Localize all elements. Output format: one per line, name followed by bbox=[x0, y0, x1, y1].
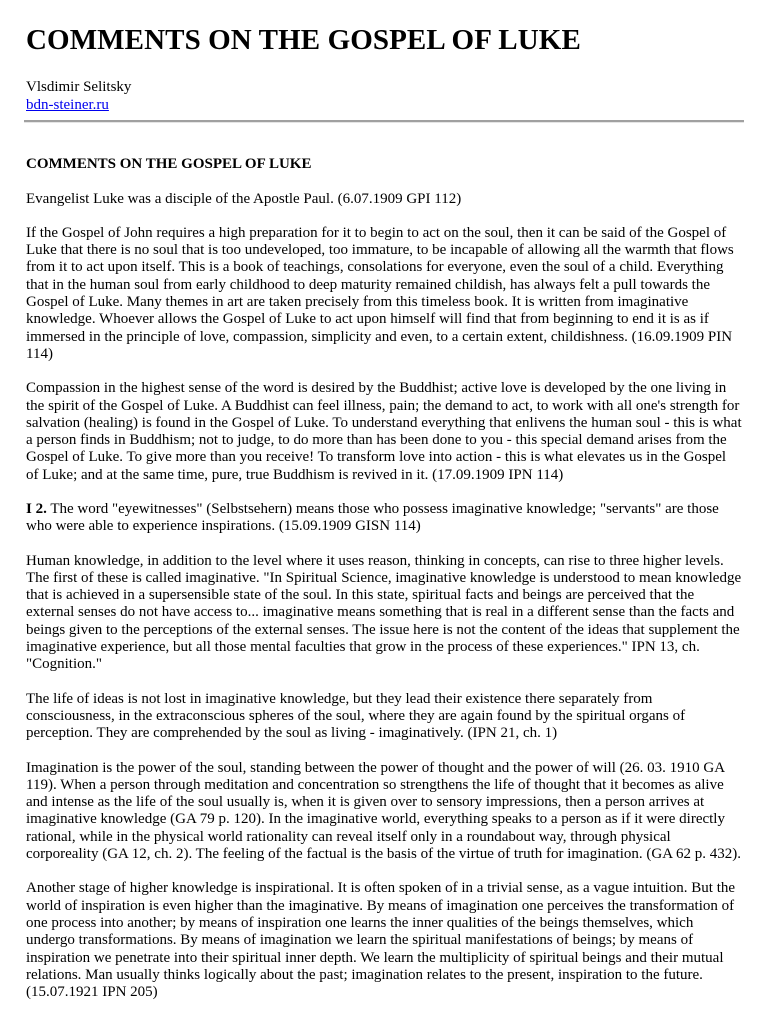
author-name: Vlsdimir Selitsky bbox=[26, 79, 132, 96]
article-body bbox=[26, 156, 742, 1001]
verse-reference: I 2. bbox=[26, 501, 47, 517]
source-link[interactable]: bdn-steiner.ru bbox=[26, 97, 109, 114]
paragraph-text: Another stage of higher knowledge is inspirational. It is often spoken of in a trivial sense, as a vague intuition. But the world of inspiration is even higher than the imaginative. By means of imagination one perceives the transformation of one process into another; by means of inspiration one learns the inner qualities of the beings themselves, which undergo transformations. By means of imagination we learn the spiritual manifestations of beings; by means of inspiration we penetrate into their spiritual inner depth. We learn the multiplicity of spiritual beings and their mutual relations. Man usually thinks logically about the past; imagination relates to the present, inspiration to the future. (15.07.1921 IPN 205) bbox=[26, 880, 736, 1001]
paragraph bbox=[26, 380, 742, 484]
paragraph-text: The life of ideas is not lost in imaginative knowledge, but they lead their existence there separately from consciousness, in the extraconscious spheres of the soul, where they are again found by the spiritual organs of perception. They are comprehended by the soul as living - imaginatively. (IPN 21, ch. 1) bbox=[26, 690, 686, 742]
paragraph bbox=[26, 501, 742, 536]
paragraph-text: Evangelist Luke was a disciple of the Apostle Paul. (6.07.1909 GPI 112) bbox=[26, 190, 462, 207]
paragraph bbox=[26, 225, 742, 363]
section-heading: COMMENTS ON THE GOSPEL OF LUKE bbox=[26, 156, 312, 173]
document-title: COMMENTS ON THE GOSPEL OF LUKE bbox=[26, 24, 581, 56]
header-divider bbox=[24, 120, 744, 123]
paragraph-text: Compassion in the highest sense of the word is desired by the Buddhist; active love is developed by the one living in the spirit of the Gospel of Luke. A Buddhist can feel illness, pain; the demand to act, to work with all one's strength for salvation (healing) is found in the Gospel of Luke. To understand everything that enlivens the human soul - this is what a person finds in Buddhism; not to judge, to do more than has been done to you - this special demand arises from the Gospel of Luke. To give more than you receive! To transform love into action - this is what elevates us in the Gospel of Luke; and at the same time, pure, true Buddhism is revived in it. (17.09.1909 IPN 114) bbox=[26, 380, 742, 483]
paragraph-text: If the Gospel of John requires a high preparation for it to begin to act on the soul, then it can be said of the Gospel of Luke that there is no soul that is too undeveloped, too immature, to be incapable of allowing all the warmth that flows from it to act upon itself. This is a book of teachings, consolations for everyone, even the soul of a child. Everything that in the human soul from early childhood to deep maturity remained childish, has always felt a pull towards the Gospel of Luke. Many themes in art are taken precisely from this timeless book. It is written from imaginative knowledge. Whoever allows the Gospel of Luke to act upon himself will find that from beginning to end it is as if immersed in the principle of love, compassion, simplicity and even, to a certain extent, childishness. (16.09.1909 PIN 114) bbox=[26, 224, 734, 362]
paragraph bbox=[26, 760, 742, 864]
paragraph bbox=[26, 553, 742, 674]
paragraph-text: Human knowledge, in addition to the level where it uses reason, thinking in concepts, can rise to three higher levels. The first of these is called imaginative. "In Spiritual Science, imaginative knowledge is understood to mean knowledge that is achieved in a supersensible state of the soul. In this state, spiritual facts and beings are perceived that the external senses do not have access to... imaginative means something that is real in a different sense than the facts and beings given to the perceptions of the external senses. The issue here is not the content of the ideas that supplement the imaginative experience, but all those mental faculties that grow in the process of these experiences." IPN 13, ch. "Cognition." bbox=[26, 552, 742, 673]
paragraph bbox=[26, 880, 742, 1001]
paragraph-text: Imagination is the power of the soul, standing between the power of thought and the power of will (26. 03. 1910 GA 119). When a person through meditation and concentration so strengthens the life of thought that it becomes as alive and intense as the life of the soul usually is, when it is given over to sensory impressions, then a person arrives at imaginative knowledge (GA 79 p. 120). In the imaginative world, everything speaks to a person as if it were directly rational, while in the physical world rationality can reveal itself only in a roundabout way, through physical corporeality (GA 12, ch. 2). The feeling of the factual is the basis of the virtue of truth for imagination. (GA 62 p. 432). bbox=[26, 759, 741, 863]
author-block bbox=[26, 78, 742, 114]
paragraph bbox=[26, 691, 742, 743]
paragraph bbox=[26, 191, 742, 208]
paragraph-text: The word "eyewitnesses" (Selbstsehern) means those who possess imaginative knowledge; "servants" are those who were able to experience inspirations. (15.09.1909 GISN 114) bbox=[26, 501, 719, 535]
